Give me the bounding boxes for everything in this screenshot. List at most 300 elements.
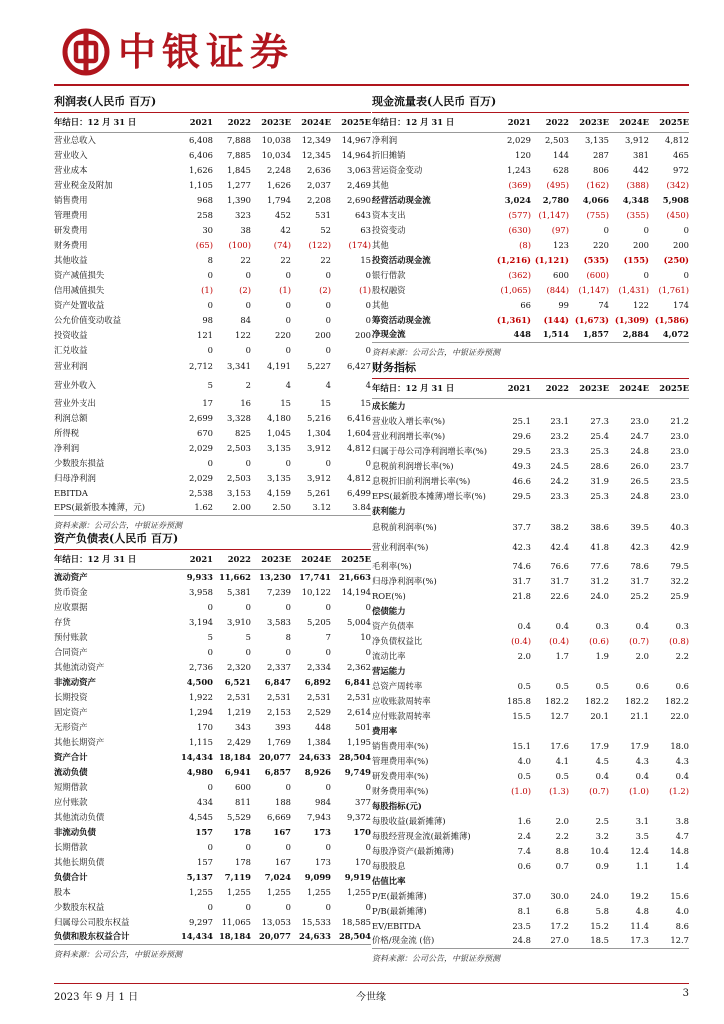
table-row	[54, 470, 371, 485]
income-statement-title: 利润表(人民币 百万)	[54, 92, 371, 113]
row-value: (2)	[319, 284, 331, 295]
table-row	[372, 192, 689, 207]
row-value: 13,230	[258, 571, 291, 582]
header-year: 2021	[493, 113, 531, 132]
row-value: 15.6	[670, 890, 689, 901]
table-row	[372, 162, 689, 177]
table-row	[54, 342, 371, 357]
row-value: 0	[207, 901, 213, 912]
row-value: 173	[315, 856, 331, 867]
row-value: (1)	[201, 284, 213, 295]
row-value: 343	[235, 721, 251, 732]
row-value: 14.8	[670, 845, 689, 856]
table-row	[372, 918, 689, 933]
table-row	[54, 297, 371, 312]
row-value: (8)	[519, 239, 531, 250]
row-value: 2,699	[189, 412, 213, 423]
row-value: 188	[275, 796, 291, 807]
row-value: 17.6	[550, 740, 569, 751]
row-value: 29.6	[512, 430, 531, 441]
row-value: 10,038	[261, 134, 291, 145]
header-label: 年结日：12 月 31 日	[54, 113, 175, 132]
header-year: 2022	[213, 113, 251, 132]
row-value: 2,531	[347, 691, 371, 702]
row-value: 21.1	[630, 710, 649, 721]
row-value: 20.1	[590, 710, 609, 721]
header-year: 2025E	[331, 113, 371, 132]
row-value: 2.4	[517, 830, 531, 841]
row-value: 25.2	[630, 590, 649, 601]
footer-date: 2023 年 9 月 1 日	[54, 992, 139, 1003]
row-value: 7	[325, 631, 331, 642]
row-value	[493, 663, 531, 678]
header-year: 2024E	[609, 379, 649, 398]
balance-source-note: 资料来源：公司公告，中银证券预测	[54, 949, 182, 959]
table-row	[372, 458, 689, 473]
table-row	[372, 428, 689, 443]
row-value: 5,216	[307, 412, 331, 423]
header-year: 2023E	[251, 550, 291, 569]
table-row	[372, 903, 689, 918]
row-value: 0	[643, 224, 649, 235]
row-value: 7.4	[517, 845, 531, 856]
row-value: 2	[245, 380, 251, 390]
row-value: (100)	[228, 239, 251, 250]
row-value: 167	[273, 826, 291, 837]
header-year: 2024E	[291, 113, 331, 132]
table-row	[372, 473, 689, 488]
row-value: 23.0	[670, 430, 689, 441]
row-value: 98	[202, 314, 213, 325]
row-value: 0	[365, 457, 371, 468]
table-row	[372, 132, 689, 147]
row-label: 经营活动现金流	[372, 194, 431, 205]
row-label: 银行借款	[372, 269, 406, 280]
table-row	[372, 933, 689, 948]
row-value: 16	[240, 397, 251, 408]
row-value: 0	[245, 601, 251, 612]
table-row	[54, 794, 371, 809]
row-value: 25.3	[590, 490, 609, 501]
row-value	[649, 398, 689, 413]
row-label: 研发费用	[54, 224, 88, 235]
table-row	[372, 768, 689, 783]
row-value: 2,780	[542, 194, 569, 205]
row-value: 3,194	[189, 616, 213, 627]
row-value: 24.0	[590, 590, 609, 601]
row-value	[569, 873, 609, 888]
row-value: 531	[315, 209, 331, 220]
row-value: 15	[360, 397, 371, 408]
row-value: 8.1	[517, 905, 531, 916]
row-value: (0.8)	[669, 635, 689, 646]
table-row	[372, 573, 689, 588]
row-value: 0	[325, 901, 331, 912]
row-value	[493, 873, 531, 888]
row-value: (1,586)	[654, 314, 689, 325]
row-label: 折旧摊销	[372, 149, 406, 160]
table-row	[372, 327, 689, 342]
row-label: ROE(%)	[372, 590, 406, 601]
table-row	[372, 828, 689, 843]
row-value: 1,384	[307, 736, 331, 747]
row-value: (844)	[546, 284, 569, 295]
row-value: 8.8	[555, 845, 569, 856]
table-row	[54, 440, 371, 455]
row-value: 0	[285, 269, 291, 280]
row-value: 1,845	[227, 164, 251, 175]
row-value: 10.4	[590, 845, 609, 856]
row-value: 3.1	[635, 815, 649, 826]
row-label: 营业外收入	[54, 380, 96, 390]
row-value: 120	[515, 149, 531, 160]
table-row	[372, 783, 689, 798]
row-value	[493, 398, 531, 413]
row-value: 0.5	[517, 770, 531, 781]
row-label: 投资活动现金流	[372, 254, 431, 265]
row-value: 2,531	[227, 691, 251, 702]
row-value: 20,077	[258, 751, 291, 762]
row-value: 5	[207, 380, 213, 390]
row-value: 84	[240, 314, 251, 325]
row-value	[531, 723, 569, 738]
row-label: 营业收入增长率(%)	[372, 415, 446, 426]
row-value: 2,636	[307, 164, 331, 175]
row-value: 10,034	[261, 149, 291, 160]
row-value: 2,029	[189, 442, 213, 453]
row-label: 净现金流	[372, 327, 493, 342]
row-value: 0	[325, 781, 331, 792]
row-value: 0	[365, 781, 371, 792]
row-value: 4,545	[189, 811, 213, 822]
row-value: 0.3	[675, 620, 689, 631]
row-label: 销售费用	[54, 194, 88, 205]
table-row	[372, 693, 689, 708]
row-value: 3,153	[227, 487, 251, 498]
row-value: 14,964	[341, 149, 371, 160]
row-value: 0.5	[555, 770, 569, 781]
row-value: 3,583	[267, 616, 291, 627]
row-value	[649, 503, 689, 518]
row-value: 381	[633, 149, 649, 160]
row-value: 18.5	[569, 933, 609, 948]
row-value: 18.0	[670, 740, 689, 751]
row-value: 0	[245, 646, 251, 657]
row-value: 670	[197, 427, 213, 438]
row-value: 0.5	[595, 680, 609, 691]
header-year: 2022	[213, 550, 251, 569]
bank-of-china-logo-icon	[62, 28, 110, 76]
row-value: 9,372	[347, 811, 371, 822]
row-value: 63	[360, 224, 371, 235]
row-value: 23.2	[550, 430, 569, 441]
row-value: (577)	[508, 209, 531, 220]
table-row	[372, 888, 689, 903]
row-value: 448	[493, 327, 531, 342]
table-row	[54, 839, 371, 854]
row-value: 28,504	[338, 751, 371, 762]
row-label: 息税折旧前利润增长率(%)	[372, 475, 471, 486]
row-label: 偿债能力	[372, 605, 406, 616]
row-value: 24.8	[630, 490, 649, 501]
row-value: 6,408	[189, 134, 213, 145]
row-label: 资产负债率	[372, 620, 414, 631]
row-label: 少数股东权益	[54, 901, 105, 912]
row-value: 200	[633, 239, 649, 250]
row-value	[609, 398, 649, 413]
row-value: 2,029	[507, 134, 531, 145]
row-value: 5,227	[307, 361, 331, 371]
table-row	[372, 738, 689, 753]
row-value: 0	[207, 841, 213, 852]
row-value: 23.3	[550, 445, 569, 456]
row-value: (174)	[348, 239, 371, 250]
row-value: 1,255	[267, 886, 291, 897]
table-row	[54, 282, 371, 297]
table-row	[372, 753, 689, 768]
row-value: 1.6	[517, 815, 531, 826]
row-label: 营运能力	[372, 665, 406, 676]
row-value: 3,912	[625, 134, 649, 145]
row-label: 资产处置收益	[54, 299, 105, 310]
row-value: 0	[285, 901, 291, 912]
row-value: 1,277	[227, 179, 251, 190]
row-value: 0	[207, 269, 213, 280]
table-row	[372, 207, 689, 222]
table-row	[372, 297, 689, 312]
table-row	[54, 869, 371, 884]
row-value: 25.9	[670, 590, 689, 601]
row-value: 0	[207, 781, 213, 792]
row-label: 费用率	[372, 725, 398, 736]
row-value: 0	[245, 901, 251, 912]
row-value: (122)	[308, 239, 331, 250]
row-value: 5,004	[347, 616, 371, 627]
row-value: 23.0	[670, 445, 689, 456]
row-value: 1,219	[227, 706, 251, 717]
row-label: 其他长期资产	[54, 736, 105, 747]
row-value: 123	[553, 239, 569, 250]
row-value: 0	[643, 269, 649, 280]
row-label: 固定资产	[54, 706, 88, 717]
table-header-row	[54, 550, 371, 569]
brand-name: 中银证券	[118, 29, 295, 74]
row-value: 24,633	[291, 929, 331, 944]
row-value: 99	[558, 299, 569, 310]
row-value: 628	[553, 164, 569, 175]
row-value: 31.7	[512, 575, 531, 586]
row-value: 7,239	[267, 586, 291, 597]
row-value: 10	[360, 631, 371, 642]
row-value: 41.8	[590, 542, 609, 552]
row-value: 2.0	[635, 650, 649, 661]
row-value: 8.6	[675, 920, 689, 931]
row-value: 3.12	[291, 500, 331, 515]
row-value: 0	[207, 344, 213, 355]
row-value: 3,135	[585, 134, 609, 145]
row-label: 预付账款	[54, 631, 88, 642]
row-value: 0	[285, 344, 291, 355]
row-value: 7,119	[224, 871, 251, 882]
row-value: 2,208	[307, 194, 331, 205]
row-value: 22.6	[550, 590, 569, 601]
row-label: EBITDA	[54, 487, 88, 498]
row-value: (0.4)	[511, 635, 531, 646]
row-value: 17.3	[609, 933, 649, 948]
table-row	[372, 618, 689, 633]
row-value: 9,933	[186, 571, 213, 582]
row-value: 11,065	[221, 916, 251, 927]
row-label: 股本	[54, 886, 71, 897]
row-label: 归属母公司股东权益	[54, 916, 130, 927]
row-value: 9,099	[304, 871, 331, 882]
row-value: 5,205	[307, 616, 331, 627]
row-value: 1,045	[267, 427, 291, 438]
table-row	[54, 779, 371, 794]
table-row	[372, 798, 689, 813]
table-row	[372, 558, 689, 573]
row-value: 0.6	[675, 680, 689, 691]
income-statement-panel	[54, 92, 371, 531]
row-value: (600)	[586, 269, 609, 280]
row-value: 38.6	[590, 522, 609, 532]
row-label: P/E(最新摊薄)	[372, 890, 427, 901]
row-value: 2,712	[189, 361, 213, 371]
row-value: 17.9	[630, 740, 649, 751]
row-value: 0	[683, 224, 689, 235]
table-row	[54, 629, 371, 644]
row-value: 0	[603, 224, 609, 235]
row-label: 非流动资产	[54, 676, 96, 687]
row-value: 14,434	[180, 751, 213, 762]
row-value: 52	[320, 224, 331, 235]
table-row	[372, 222, 689, 237]
row-label: 成长能力	[372, 400, 406, 411]
row-label: 少数股东损益	[54, 457, 105, 468]
row-value: 3.8	[675, 815, 689, 826]
row-label: P/B(最新摊薄)	[372, 905, 427, 916]
row-label: 其他收益	[54, 254, 88, 265]
table-row	[372, 488, 689, 503]
table-row	[54, 395, 371, 410]
row-label: 短期借款	[54, 781, 88, 792]
row-value: 5.8	[595, 905, 609, 916]
row-value: (1,361)	[496, 314, 531, 325]
header-label: 年结日：12 月 31 日	[372, 113, 493, 132]
row-value: 258	[197, 209, 213, 220]
row-value: 23.5	[670, 475, 689, 486]
row-value: 448	[315, 721, 331, 732]
row-value: 0.9	[595, 860, 609, 871]
row-label: 息税前利润增长率(%)	[372, 460, 454, 471]
header-label: 年结日：12 月 31 日	[372, 379, 493, 398]
table-row	[54, 599, 371, 614]
row-value: 3,912	[307, 442, 331, 453]
row-label: 应付账款	[54, 796, 88, 807]
row-value: 4.7	[675, 830, 689, 841]
row-value: 984	[315, 796, 331, 807]
income-source-note: 资料来源：公司公告，中银证券预测	[54, 520, 182, 530]
row-value: (250)	[663, 254, 689, 265]
row-value: 1.4	[675, 860, 689, 871]
row-value: 6.8	[555, 905, 569, 916]
row-value: 1,115	[189, 736, 213, 747]
row-value: 6,941	[224, 766, 251, 777]
row-value: 1,255	[307, 886, 331, 897]
row-value	[609, 503, 649, 518]
row-value: 7,888	[227, 134, 251, 145]
row-value: 2.0	[555, 815, 569, 826]
row-value: 4.1	[555, 755, 569, 766]
row-value: 25.3	[590, 445, 609, 456]
table-row	[54, 312, 371, 327]
row-label: 其他	[372, 239, 389, 250]
row-value: (65)	[195, 239, 213, 250]
row-value: 4,812	[347, 442, 371, 453]
row-value: (1,761)	[658, 284, 689, 295]
table-row	[54, 485, 371, 500]
row-label: 每股指标(元)	[372, 800, 422, 811]
row-value: 7,943	[307, 811, 331, 822]
row-value: 1.1	[635, 860, 649, 871]
row-value: 806	[593, 164, 609, 175]
row-value: 31.7	[550, 575, 569, 586]
row-value: 0.4	[555, 620, 569, 631]
row-value: 3.5	[635, 830, 649, 841]
table-row	[372, 282, 689, 297]
row-value: 0.4	[635, 770, 649, 781]
row-value	[609, 663, 649, 678]
table-row	[54, 252, 371, 267]
row-label: 每股净资产(最新摊薄)	[372, 845, 454, 856]
row-value: 1,626	[267, 179, 291, 190]
row-value: 1,255	[189, 886, 213, 897]
row-value: 17.2	[550, 920, 569, 931]
row-value: 76.6	[550, 560, 569, 571]
row-value: 157	[195, 826, 213, 837]
row-value: 0	[207, 299, 213, 310]
table-row	[54, 267, 371, 282]
row-value: (144)	[543, 314, 569, 325]
row-value: 4.3	[635, 755, 649, 766]
row-label: 营业利润增长率(%)	[372, 430, 446, 441]
row-value: 9,297	[189, 916, 213, 927]
row-value: 5,261	[307, 487, 331, 498]
row-value: 2,503	[545, 134, 569, 145]
row-value: 2,884	[609, 327, 649, 342]
income-statement-table	[54, 113, 371, 516]
row-label: 负债合计	[54, 871, 88, 882]
row-value: 38.2	[550, 522, 569, 532]
row-label: 归属于母公司净利润增长率(%)	[372, 445, 487, 456]
row-value: 2.50	[251, 500, 291, 515]
row-value: 0	[325, 646, 331, 657]
row-value: 122	[633, 299, 649, 310]
row-value: 3,341	[227, 361, 251, 371]
row-value: 0	[325, 269, 331, 280]
row-value: 77.6	[590, 560, 609, 571]
row-value: 4.3	[675, 755, 689, 766]
table-row	[372, 536, 689, 558]
row-value: 643	[355, 209, 371, 220]
row-value: 8	[207, 254, 213, 265]
row-value: 1,794	[267, 194, 291, 205]
row-label: 营业利润	[54, 361, 88, 371]
row-value: 15	[360, 254, 371, 265]
table-row	[54, 614, 371, 629]
table-row	[372, 648, 689, 663]
row-value: 4,348	[622, 194, 649, 205]
